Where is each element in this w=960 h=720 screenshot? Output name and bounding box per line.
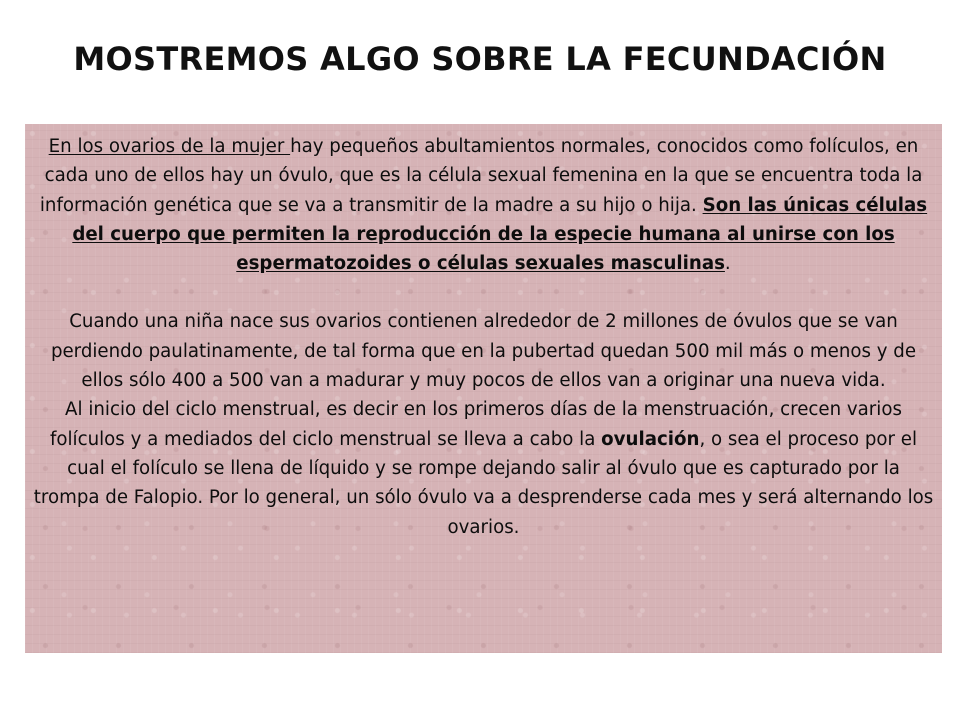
slide-title: MOSTREMOS ALGO SOBRE LA FECUNDACIÓN (73, 40, 887, 78)
ovulation-term: ovulación (601, 428, 700, 450)
paragraph-ovaries (33, 132, 934, 278)
ovulation-description: , o sea el proceso por el cual el folículo se llena de líquido y se rompe dejando salir al óvulo que es capturado por la trompa de Falopio. Por lo general, un sólo óvulo va a desprenderse cada mes y será alternando los ovarios. (33, 428, 934, 538)
ovaries-underlined-phrase: En los ovarios de la mujer (48, 136, 291, 157)
cycle-description: Al inicio del ciclo menstrual, es decir en los primeros días de la menstruación, crecen varios folículos y a mediados del ciclo menstrual se lleva a cabo la (49, 399, 902, 450)
paragraph-spacer (33, 278, 934, 307)
unique-cells-emphasis: Son las únicas células del cuerpo que permiten la reproducción de la especie humana al unirse con los espermatozoides o células sexuales masculinas (72, 194, 928, 275)
content-text-box (25, 124, 942, 653)
paragraph-menstrual-cycle (33, 395, 934, 541)
paragraph-birth-ovules: Cuando una niña nace sus ovarios contienen alrededor de 2 millones de óvulos que se van perdiendo paulatinamente, de tal forma que en la pubertad quedan 500 mil más o menos y de ellos sólo 400 a 500 van a madurar y muy pocos de ellos van a originar una nueva vida. (50, 311, 917, 392)
ovaries-description: hay pequeños abultamientos normales, conocidos como folículos, en cada uno de ellos hay un óvulo, que es la célula sexual femenina en la que se encuentra toda la información genética que se va a transmitir de la madre a su hijo o hija. (39, 136, 923, 216)
paragraph-end-period: . (724, 253, 731, 275)
